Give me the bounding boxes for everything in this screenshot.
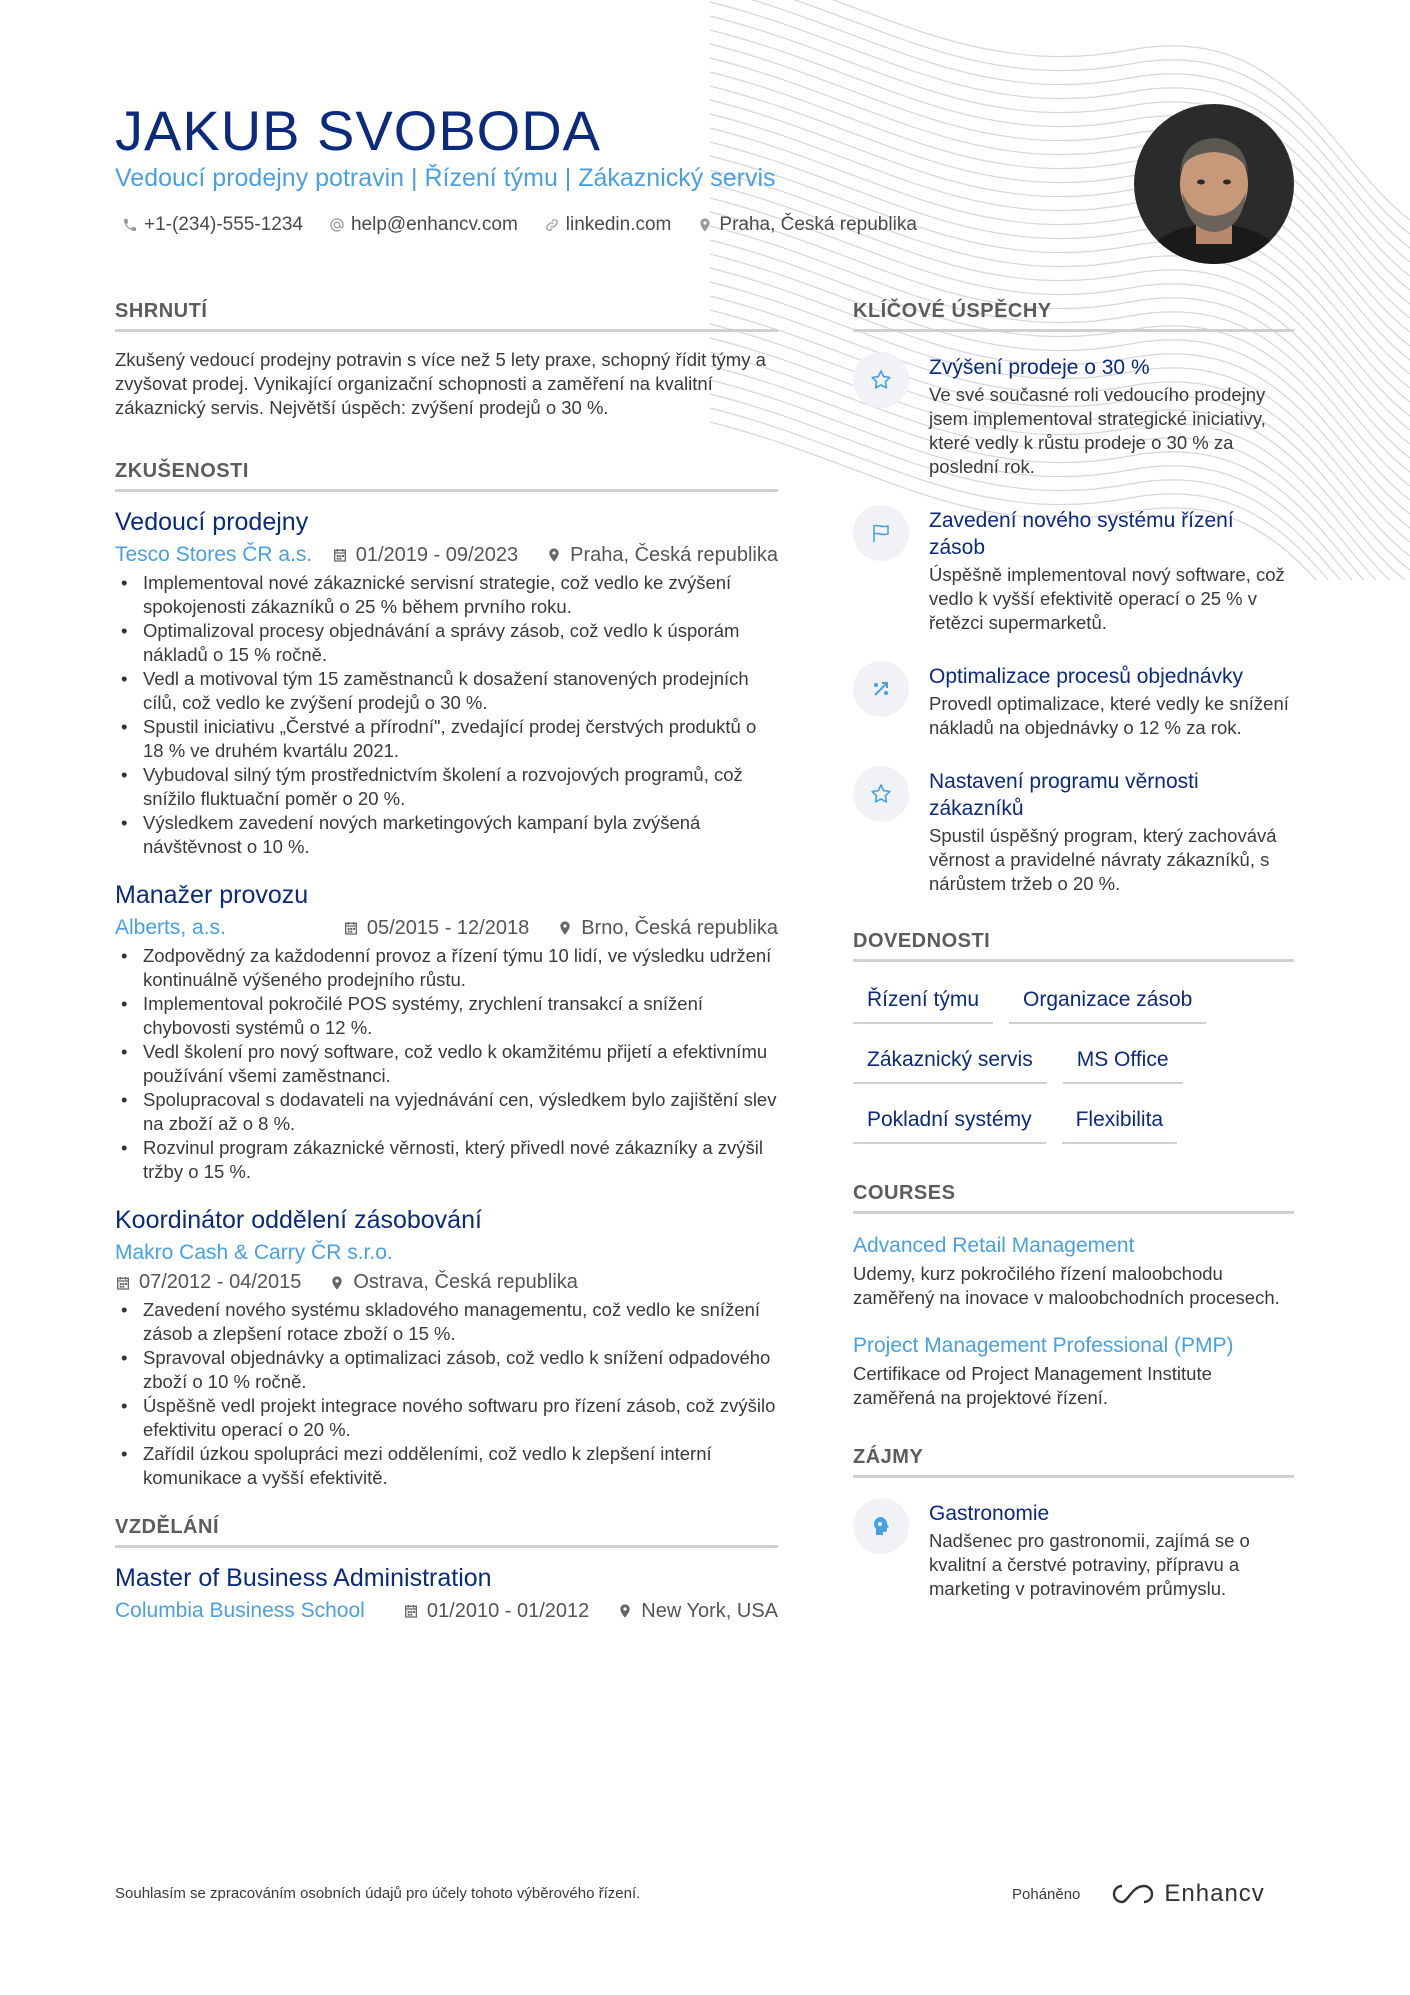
powered-by-label: Poháněno bbox=[1012, 1885, 1081, 1903]
brand-logo[interactable] bbox=[1110, 1880, 1264, 1908]
bullet-item: • Zavedení nového systému skladového managementu, což vedlo ke snížení zásob a zlepšení rotace zboží o 15 %. bbox=[115, 1298, 778, 1346]
brand-name: Enhancv bbox=[1164, 1880, 1265, 1907]
education-school: Columbia Business School bbox=[115, 1599, 365, 1622]
job-meta bbox=[115, 543, 778, 567]
email-text: help@enhancv.com bbox=[350, 214, 518, 235]
job-role: Manažer provozu bbox=[115, 881, 309, 909]
education-dates bbox=[403, 1600, 589, 1623]
bullet-item: • Vedl školení pro nový software, což vedlo k okamžitému přijetí a efektivnímu používání všemi zaměstnanci. bbox=[115, 1040, 778, 1088]
achievements-heading: KLÍČOVÉ ÚSPĚCHY bbox=[853, 300, 1294, 332]
bullet-item: • Spustil iniciativu „Čerstvé a přírodní", zvedající prodej čerstvých produktů o 18 % ve druhém kvartálu 2021. bbox=[115, 715, 778, 763]
job-role: Koordinátor oddělení zásobování bbox=[115, 1206, 482, 1234]
bullet-item: • Vybudoval silný tým prostřednictvím školení a rozvojových programů, což snížilo fluktuační poměr o 20 %. bbox=[115, 763, 778, 811]
percent-icon bbox=[853, 661, 909, 717]
bullet-item: • Implementoval pokročilé POS systémy, zrychlení transakcí a snížení chybovosti systémů o 12 %. bbox=[115, 992, 778, 1040]
job-entry bbox=[115, 1206, 778, 1490]
job-dates-text: 05/2015 - 12/2018 bbox=[366, 916, 530, 939]
achievement-item bbox=[853, 507, 1294, 635]
job-role: Vedoucí prodejny bbox=[115, 508, 309, 536]
link-icon bbox=[544, 217, 560, 233]
job-location-text: Brno, Česká republika bbox=[581, 916, 778, 939]
job-bullets bbox=[115, 1298, 778, 1490]
achievement-title: Zavedení nového systému řízení zásob bbox=[929, 509, 1234, 559]
achievement-item bbox=[853, 768, 1294, 896]
bullet-item: • Spolupracoval s dodavateli na vyjednávání cen, výsledkem bylo zajištění slev na zboží až o 8 %. bbox=[115, 1088, 778, 1136]
achievement-item bbox=[853, 663, 1294, 740]
calendar-icon bbox=[403, 1603, 419, 1619]
job-location bbox=[329, 1271, 578, 1294]
summary-text: Zkušený vedoucí prodejny potravin s více než 5 lety praxe, schopný řídit týmy a zvyšovat prodej. Vynikající organizační schopnosti a zaměření na kvalitní zákaznický servis. Největší úspěch: zvýšení prodejů o 30 %. bbox=[115, 349, 766, 418]
contact-phone[interactable] bbox=[122, 214, 303, 236]
bullet-item: • Výsledkem zavedení nových marketingových kampaní byla zvýšená návštěvnost o 10 %. bbox=[115, 811, 778, 859]
job-location bbox=[546, 544, 778, 567]
education-section bbox=[115, 1516, 778, 1623]
achievement-text: Úspěšně implementoval nový software, což vedlo k vyšší efektivitě operací o 25 % v řetězci supermarketů. bbox=[929, 564, 1285, 633]
achievement-item bbox=[853, 354, 1294, 479]
calendar-icon bbox=[332, 547, 348, 563]
map-pin-icon bbox=[697, 217, 713, 233]
job-company: Alberts, a.s. bbox=[115, 916, 226, 939]
location-text: Praha, Česká republika bbox=[719, 214, 917, 235]
map-pin-icon bbox=[617, 1602, 633, 1620]
job-location-text: Praha, Česká republika bbox=[570, 543, 778, 566]
contact-bar bbox=[122, 214, 943, 236]
calendar-icon bbox=[343, 920, 359, 936]
job-entry bbox=[115, 508, 778, 859]
candidate-headline: Vedoucí prodejny potravin | Řízení týmu | Zákaznický servis bbox=[115, 164, 776, 192]
education-location-text: New York, USA bbox=[641, 1599, 778, 1622]
consent-note: Souhlasím se zpracováním osobních údajů pro účely tohoto výběrového řízení. bbox=[115, 1885, 641, 1902]
job-entry bbox=[115, 881, 778, 1184]
education-heading: VZDĚLÁNÍ bbox=[115, 1516, 778, 1548]
footer-branding bbox=[1012, 1880, 1265, 1908]
profile-photo bbox=[1134, 104, 1294, 264]
bullet-item: • Úspěšně vedl projekt integrace nového softwaru pro řízení zásob, což zvýšilo efektivitu operací o 20 %. bbox=[115, 1394, 778, 1442]
job-bullets bbox=[115, 571, 778, 859]
summary-heading: SHRNUTÍ bbox=[115, 300, 778, 332]
bullet-item: • Spravoval objednávky a optimalizaci zásob, což vedlo k snížení odpadového zboží o 10 % ročně. bbox=[115, 1346, 778, 1394]
experience-section bbox=[115, 460, 778, 1490]
education-dates-text: 01/2010 - 01/2012 bbox=[426, 1599, 590, 1622]
map-pin-icon bbox=[329, 1274, 345, 1292]
achievement-text: Ve své současné roli vedoucího prodejny jsem implementoval strategické iniciativy, které vedly k růstu prodeje o 30 % za poslední rok. bbox=[929, 384, 1266, 477]
achievement-text: Spustil úspěšný program, který zachovává věrnost a pravidelné návraty zákazníků, s nárůstem tržeb o 20 %. bbox=[929, 825, 1277, 894]
education-degree: Master of Business Administration bbox=[115, 1564, 492, 1592]
map-pin-icon bbox=[557, 919, 573, 937]
at-icon bbox=[329, 217, 345, 233]
skills-section bbox=[853, 930, 1294, 1144]
map-pin-icon bbox=[546, 546, 562, 564]
job-meta bbox=[115, 916, 778, 940]
contact-email[interactable] bbox=[329, 214, 518, 236]
achievement-title: Optimalizace procesů objednávky bbox=[929, 665, 1243, 688]
contact-linkedin[interactable] bbox=[544, 214, 672, 236]
courses-section bbox=[853, 1182, 1294, 1410]
flag-icon bbox=[853, 505, 909, 561]
job-dates bbox=[115, 1271, 301, 1294]
job-location bbox=[557, 917, 778, 940]
star-icon bbox=[853, 352, 909, 408]
job-dates bbox=[332, 544, 518, 567]
left-column bbox=[115, 300, 778, 1627]
interest-item bbox=[853, 1500, 1294, 1601]
course-title: Advanced Retail Management bbox=[853, 1234, 1135, 1257]
interests-section bbox=[853, 1446, 1294, 1601]
job-location-text: Ostrava, Česká republika bbox=[353, 1271, 578, 1293]
bullet-item: • Zodpovědný za každodenní provoz a řízení týmu 10 lidí, ve výsledku udržení kontinuálně výšeného prodejního růstu. bbox=[115, 944, 778, 992]
achievement-title: Zvýšení prodeje o 30 % bbox=[929, 356, 1150, 379]
job-company: Tesco Stores ČR a.s. bbox=[115, 543, 313, 566]
summary-section bbox=[115, 300, 778, 420]
skill-tag: Organizace zásob bbox=[1009, 982, 1206, 1024]
bullet-item: • Vedl a motivoval tým 15 zaměstnanců k dosažení stanovených prodejních cílů, což vedlo ke zvýšení prodejů o 30 %. bbox=[115, 667, 778, 715]
linkedin-text: linkedin.com bbox=[565, 214, 672, 235]
calendar-icon bbox=[115, 1275, 131, 1291]
job-meta bbox=[115, 1271, 778, 1294]
job-dates-text: 07/2012 - 04/2015 bbox=[139, 1271, 302, 1293]
interest-title: Gastronomie bbox=[929, 1502, 1050, 1525]
head-icon bbox=[853, 1498, 909, 1554]
course-text: Certifikace od Project Management Institute zaměřená na projektové řízení. bbox=[853, 1363, 1212, 1408]
skills-heading: DOVEDNOSTI bbox=[853, 930, 1294, 962]
achievements-section bbox=[853, 300, 1294, 896]
bullet-item: • Implementoval nové zákaznické servisní strategie, což vedlo ke zvýšení spokojenosti zákazníků o 25 % během prvního roku. bbox=[115, 571, 778, 619]
achievement-title: Nastavení programu věrnosti zákazníků bbox=[929, 770, 1199, 820]
skill-tag: MS Office bbox=[1063, 1042, 1183, 1084]
courses-heading: COURSES bbox=[853, 1182, 1294, 1214]
interests-heading: ZÁJMY bbox=[853, 1446, 1294, 1478]
bullet-item: • Zařídil úzkou spolupráci mezi odděleními, což vedlo k zlepšení interní komunikace a vyšší efektivitě. bbox=[115, 1442, 778, 1490]
experience-heading: ZKUŠENOSTI bbox=[115, 460, 778, 492]
candidate-name: JAKUB SVOBODA bbox=[115, 99, 602, 162]
course-item bbox=[853, 1334, 1294, 1410]
contact-location bbox=[697, 214, 917, 236]
course-item bbox=[853, 1234, 1294, 1310]
job-dates-text: 01/2019 - 09/2023 bbox=[355, 543, 519, 566]
skill-tag: Zákaznický servis bbox=[853, 1042, 1047, 1084]
skill-tag: Flexibilita bbox=[1062, 1102, 1178, 1144]
interest-text: Nadšenec pro gastronomii, zajímá se o kvalitní a čerstvé potraviny, přípravu a marketing v potravinovém průmyslu. bbox=[929, 1530, 1250, 1599]
infinity-logo-icon bbox=[1110, 1882, 1156, 1906]
bullet-item: • Rozvinul program zákaznické věrnosti, který přivedl nové zákazníky a zvýšil tržby o 15 %. bbox=[115, 1136, 778, 1184]
star-icon bbox=[853, 766, 909, 822]
job-company: Makro Cash & Carry ČR s.r.o. bbox=[115, 1241, 393, 1264]
phone-text: +1-(234)-555-1234 bbox=[144, 214, 303, 235]
phone-icon bbox=[122, 217, 138, 233]
education-location bbox=[617, 1600, 778, 1623]
skill-tag: Pokladní systémy bbox=[853, 1102, 1046, 1144]
bullet-item: • Optimalizoval procesy objednávání a správy zásob, což vedlo k úsporám nákladů o 15 % ročně. bbox=[115, 619, 778, 667]
education-meta bbox=[115, 1599, 778, 1623]
job-dates bbox=[343, 917, 529, 940]
skills-list bbox=[853, 982, 1294, 1144]
course-title: Project Management Professional (PMP) bbox=[853, 1334, 1234, 1357]
achievement-text: Provedl optimalizace, které vedly ke snížení nákladů na objednávky o 12 % za rok. bbox=[929, 693, 1289, 738]
job-bullets bbox=[115, 944, 778, 1184]
right-column bbox=[853, 300, 1294, 1629]
skill-tag: Řízení týmu bbox=[853, 982, 993, 1024]
course-text: Udemy, kurz pokročilého řízení maloobchodu zaměřený na inovace v maloobchodních procesech. bbox=[853, 1263, 1280, 1308]
